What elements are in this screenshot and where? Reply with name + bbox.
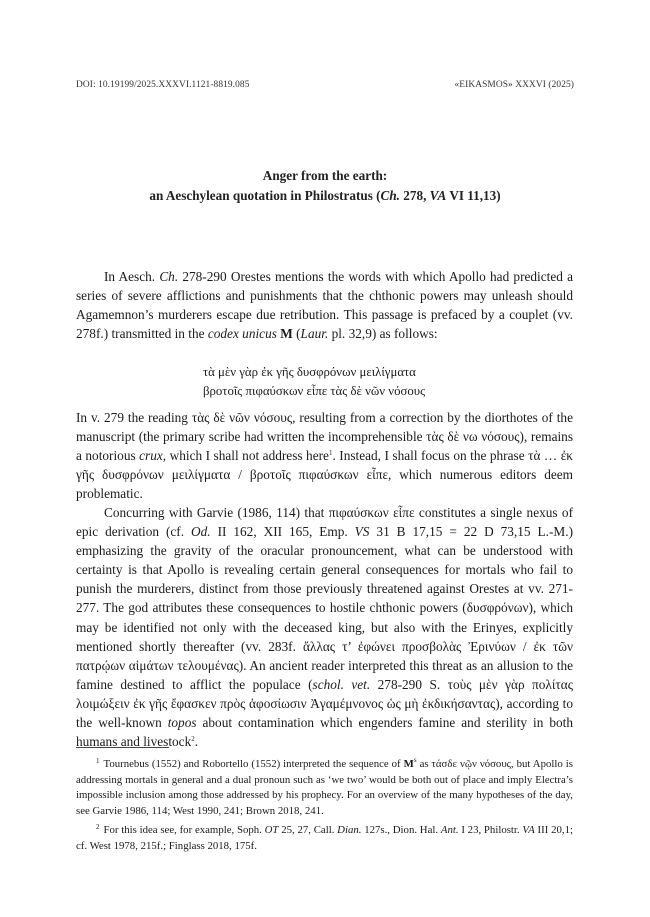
quote-line-1: τὰ μὲν γὰρ ἐκ γῆς δυσφρόνων μειλίγματα (203, 365, 416, 379)
article-title-line2: an Aeschylean quotation in Philostratus (Ch. 278, VA VI 11,13) (149, 188, 501, 203)
body-text (76, 408, 573, 751)
footnote-ref-2[interactable]: 2 (191, 734, 195, 743)
body-paragraph-2: In v. 279 the reading τὰς δὲ νῶν νόσους, resulting from a correction by the diorthotes of the manuscript (the primary scribe had written the incomprehensible τὰς δὲ νω νόσους), remains a notorious crux, which I shall not address here$^1$. Instead, I shall focus on the phrase τὰ … ἐκ γῆς δυσφρόνων μειλίγματα / βροτοῖς πιφαύσκων εἶπε, which numerous editors deem problematic. (76, 410, 573, 502)
footnotes (76, 754, 573, 854)
footnote-1: $^1$ Tournebus (1552) and Robortello (1552) interpreted the sequence of $M^s$ as τάσδε νῷν νόσους, but Apollo is addressing mortals in general and a dual pronoun such as ‘we two’ would be both out of place and imply Electra’s impossible inclusion among those addressed by his prophecy. For an overview of the many hypotheses of the day, see Garvie 1986, 114; West 1990, 241; Brown 2018, 241. (76, 756, 573, 818)
article-title-line1: Anger from the earth: (262, 168, 388, 183)
journal-header: «EIKASMOS» XXXVI (2025) (454, 80, 574, 90)
footnote-2: $^2$ For this idea see, for example, Soph. OT 25, 27, Call. Dian. 127s., Dion. Hal. Ant. I 23, Philostr. VA III 20,1; cf. West 1978, 215f.; Finglass 2018, 175f. (76, 822, 573, 852)
greek-quotation (203, 363, 425, 401)
body-paragraph-3: Concurring with Garvie (1986, 114) that πιφαύσκων εἶπε constitutes a single nexus of epic derivation (cf. Od. II 162, XII 165, Emp. VS 31 B 17,15 = 22 D 73,15 L.-M.) emphasizing the gravity of the oracular pronouncement, what can be understood with certainty is that Apollo is revealing certain general consequences for mortals who fail to punish the murderers, distinct from those previously threatened against Orestes at vv. 271-277. The god attributes these consequences to hostile chthonic powers (δυσφρόνων), which may be identified not only with the deceased king, but also with the Erinyes, explicitly mentioned shortly thereafter (vv. 283f. ἄλλας τ’ ἐφώνει προσβολὰς Ἐρινύων / ἐκ τῶν πατρῴων αἱμάτων τελουμένας). An ancient reader interpreted this threat as an allusion to the famine destined to afflict the populace (schol. vet. 278-290 S. τοὺς μὲν γὰρ πολίτας λοιμώξειν ἐκ γῆς ἔφασκεν πρὸς ἀφοσίωσιν Ἀγαμέμνονος ὡς μὴ ἐκδικήσαντας), according to the well-known topos about contamination which engenders famine and sterility in both humans and livestock$^2$. (76, 505, 574, 749)
footnote-ref-1[interactable]: 1 (328, 449, 333, 458)
footnote-separator (76, 747, 169, 748)
body-paragraph-1: In Aesch. Ch. 278-290 Orestes mentions the words with which Apollo had predicted a series of severe afflictions and punishments that the chthonic powers may unleash should Agamemnon’s murderers escape due retribution. This passage is prefaced by a couplet (vv. 278f.) transmitted in the codex unicus M (Laur. pl. 32,9) as follows: (76, 269, 574, 342)
doi-header: DOI: 10.19199/2025.XXXVI.1121-8819.085 (76, 80, 250, 90)
quote-line-2: βροτοῖς πιφαύσκων εἶπε τὰς δὲ νῶν νόσους (203, 384, 426, 398)
